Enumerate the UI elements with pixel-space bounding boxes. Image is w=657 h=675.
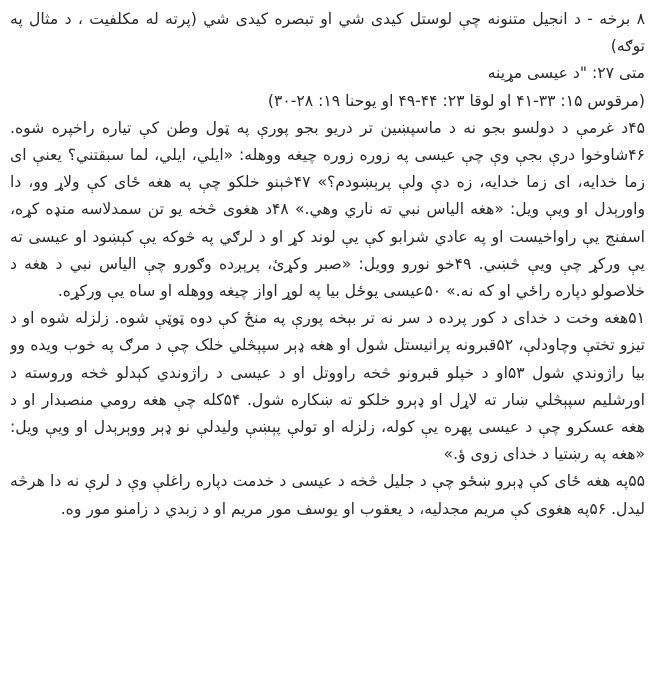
paragraph-verses-45-50: ۴۵د غرمې د دولسو بجو نه د ماسپښین تر دریو بجو پورې په ټول وطن کې تیاره راخپره شوه. ۴۶شاوخوا درې بجې وې چې عیسی په زوره زوره چیغه ووهله: «ایلي، ایلي، لما سبقتني؟ یعنې ای زما خدایه، ای زما خدایه، زه دې ولې پرېښودم؟» ۴۷څېنو خلکو چې په هغه ځای کې ولاړ وو، دا واورېدل او ویې ویل: «هغه الیاس نبي ته ناري وهي.» ۴۸د هغوی څخه یو تن سمدلاسه منډه کړه، اسفنج یې راواخیست او په عادي شرابو کې یې لوند کړ او د لرګي په څوکه یې کېښود او عیسی ته یې ورکړ چې ویې څښي. ۴۹خو نورو وویل: «صبر وکړئ، پرېږده وګورو چې الیاس نبي د هغه د خلاصولو دپاره راځي او که نه.» ۵۰عیسی یوځل بیا په لوړ اواز چیغه ووهله او ساه یې ورکړه. bbox=[10, 118, 645, 301]
section-title: متی ۲۷: "د عیسی مړینه bbox=[487, 64, 645, 83]
paragraph-verses-55-56: ۵۵په هغه ځای کې ډېرو ښځو چې د جلیل څخه د عیسی د خدمت دپاره راغلې وې د لرې نه دا هرڅه لیدل. ۵۶په هغوی کې مریم مجدلیه، د یعقوب او یوسف مور مریم او د زبدي د زامنو مور وه. bbox=[10, 472, 645, 518]
section-intro: ۸ برخه - د انجیل متنونه چې لوستل کیدی شي او تبصره کیدی شي (پرته له مکلفیت ، د مثال په توګه) bbox=[10, 10, 645, 56]
paragraph-verses-51-54: ۵۱هغه وخت د خدای د کور پرده د سر نه تر بېخه پورې په منځ کې دوه ټوټې شوه. زلزله شوه او د تیزو تختې وچاودلې، ۵۲قبرونه پرانیستل شول او هغه ډېر سپېڅلي خلک چې د مرګ په خوب ویده وو بیا راژوندي شول ۵۳او د خپلو قبرونو څخه راووتل او د عیسی د راژوندي کېدلو څخه وروسته د اورشلیم سپېڅلي ښار ته لاړل او ډېرو خلکو ته ښکاره شول. ۵۴کله چې هغه رومي منصبدار او د هغه عسکرو چې د عیسی پهره یې کوله، زلزله او تولې پېښې ولیدلې نو ډېر ووېرېدل او ویې ویل: «هغه په رښتیا د خدای زوی ؤ.» bbox=[10, 309, 645, 464]
document-page bbox=[10, 6, 645, 670]
scripture-references: (مرقوس ۱۵: ۳۳-۴۱ او لوقا ۲۳: ۴۴-۴۹ او یوحنا ۱۹: ۲۸-۳۰) bbox=[267, 91, 645, 110]
